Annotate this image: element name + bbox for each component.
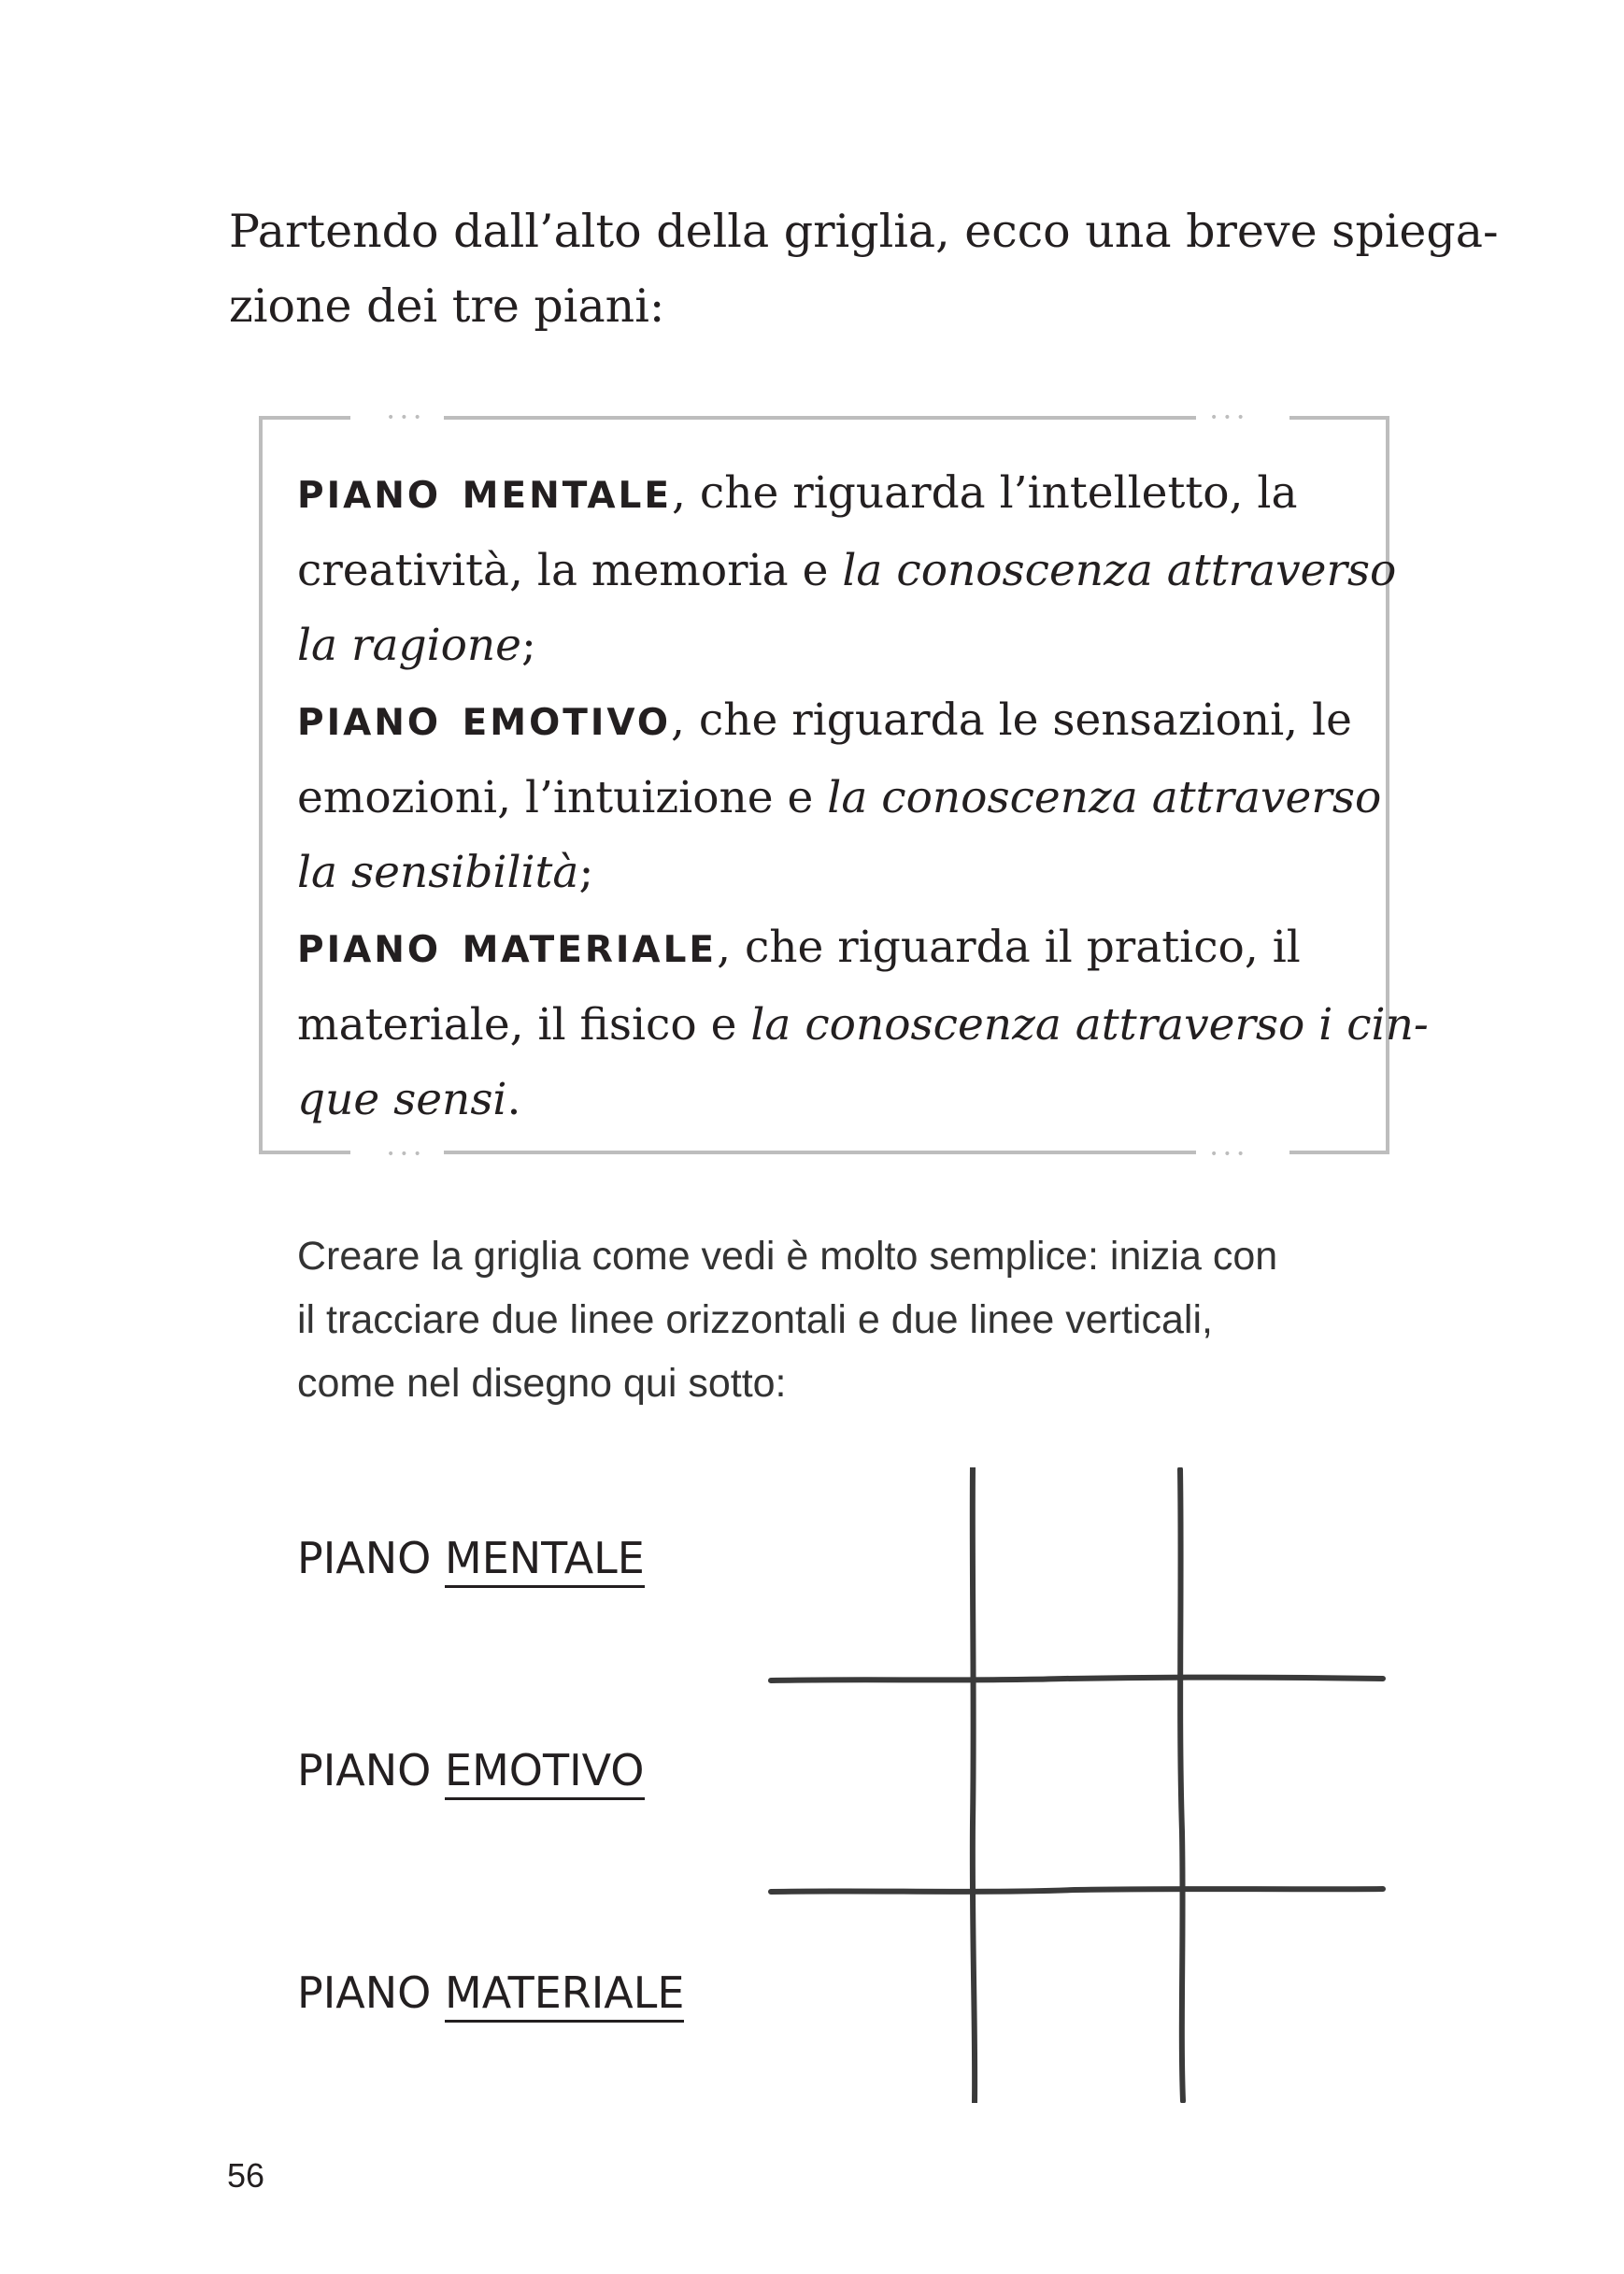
grid-label-word: EMOTIVO xyxy=(445,1745,645,1800)
box-frame-dots-top-right: ••• xyxy=(1210,410,1250,425)
instructions-paragraph xyxy=(297,1224,1362,1415)
mental-definition-end: ; xyxy=(520,620,536,671)
grid-horizontal-line-bottom xyxy=(771,1889,1383,1892)
intro-paragraph xyxy=(229,194,1499,344)
emotional-definition-text: emozioni, l’intuizione e xyxy=(297,772,828,823)
instructions-line-1: Creare la griglia come vedi è molto semplice: inizia con xyxy=(297,1234,1278,1279)
grid-label-prefix: PIANO xyxy=(297,1967,446,2018)
mental-definition-line-2 xyxy=(297,534,1397,608)
emotional-definition-line-2 xyxy=(297,761,1382,836)
emotional-definition-line-1 xyxy=(297,683,1353,761)
emotional-definition-italic: la conoscenza attraverso xyxy=(827,772,1382,823)
box-frame-dots-bottom-left: ••• xyxy=(387,1147,427,1162)
instructions-line-3: come nel disegno qui sotto: xyxy=(297,1361,787,1406)
intro-line-1: Partendo dall’alto della griglia, ecco una breve spiega- xyxy=(229,205,1499,258)
material-definition-line-2 xyxy=(297,988,1429,1063)
instructions-line-2: il tracciare due linee orizzontali e due linee verticali, xyxy=(297,1297,1213,1342)
mental-definition-line-3 xyxy=(297,608,1353,683)
emotional-definition-end: ; xyxy=(578,847,594,898)
grid-vertical-line-left xyxy=(973,1467,975,2103)
emotional-definition-italic: la sensibilità xyxy=(297,847,579,898)
grid-label-word: MATERIALE xyxy=(445,1967,684,2023)
mental-definition-text: , che riguarda l’intelletto, la xyxy=(672,467,1298,519)
material-definition-text: , che riguarda il pratico, il xyxy=(717,922,1301,973)
grid-label-material xyxy=(297,1967,684,2018)
intro-line-2: zione dei tre piani: xyxy=(229,279,665,333)
emotional-definition-line-3 xyxy=(297,836,1353,910)
emotional-definition-text: , che riguarda le sensazioni, le xyxy=(671,694,1352,746)
hand-drawn-grid xyxy=(766,1467,1392,2103)
mental-term: PIANO MENTALE xyxy=(297,475,672,517)
grid-label-emotional xyxy=(297,1745,645,1795)
material-term: PIANO MATERIALE xyxy=(297,929,718,971)
material-definition-italic: la conoscenza attraverso i cin- xyxy=(750,999,1429,1051)
material-definition-end: . xyxy=(506,1074,521,1125)
grid-vertical-line-right xyxy=(1180,1469,1183,2101)
grid-label-prefix: PIANO xyxy=(297,1745,446,1795)
box-frame-dots-top-left: ••• xyxy=(387,410,427,425)
box-frame-dots-bottom-right: ••• xyxy=(1210,1147,1250,1162)
mental-definition-text: creatività, la memoria e xyxy=(297,545,843,596)
definitions-text xyxy=(297,456,1429,1137)
mental-definition-italic: la conoscenza attraverso xyxy=(842,545,1397,596)
grid-label-prefix: PIANO xyxy=(297,1533,446,1583)
material-definition-line-3 xyxy=(297,1063,1353,1137)
mental-definition-italic: la ragione xyxy=(297,620,521,671)
emotional-term: PIANO EMOTIVO xyxy=(297,702,672,744)
material-definition-text: materiale, il fisico e xyxy=(297,999,751,1051)
grid-label-word: MENTALE xyxy=(445,1533,645,1588)
grid-horizontal-line-top xyxy=(771,1678,1383,1681)
grid-label-mental xyxy=(297,1533,645,1583)
mental-definition-line-1 xyxy=(297,456,1353,534)
page-number: 56 xyxy=(227,2156,265,2195)
material-definition-italic: que sensi xyxy=(297,1074,507,1125)
material-definition-line-1 xyxy=(297,910,1353,988)
